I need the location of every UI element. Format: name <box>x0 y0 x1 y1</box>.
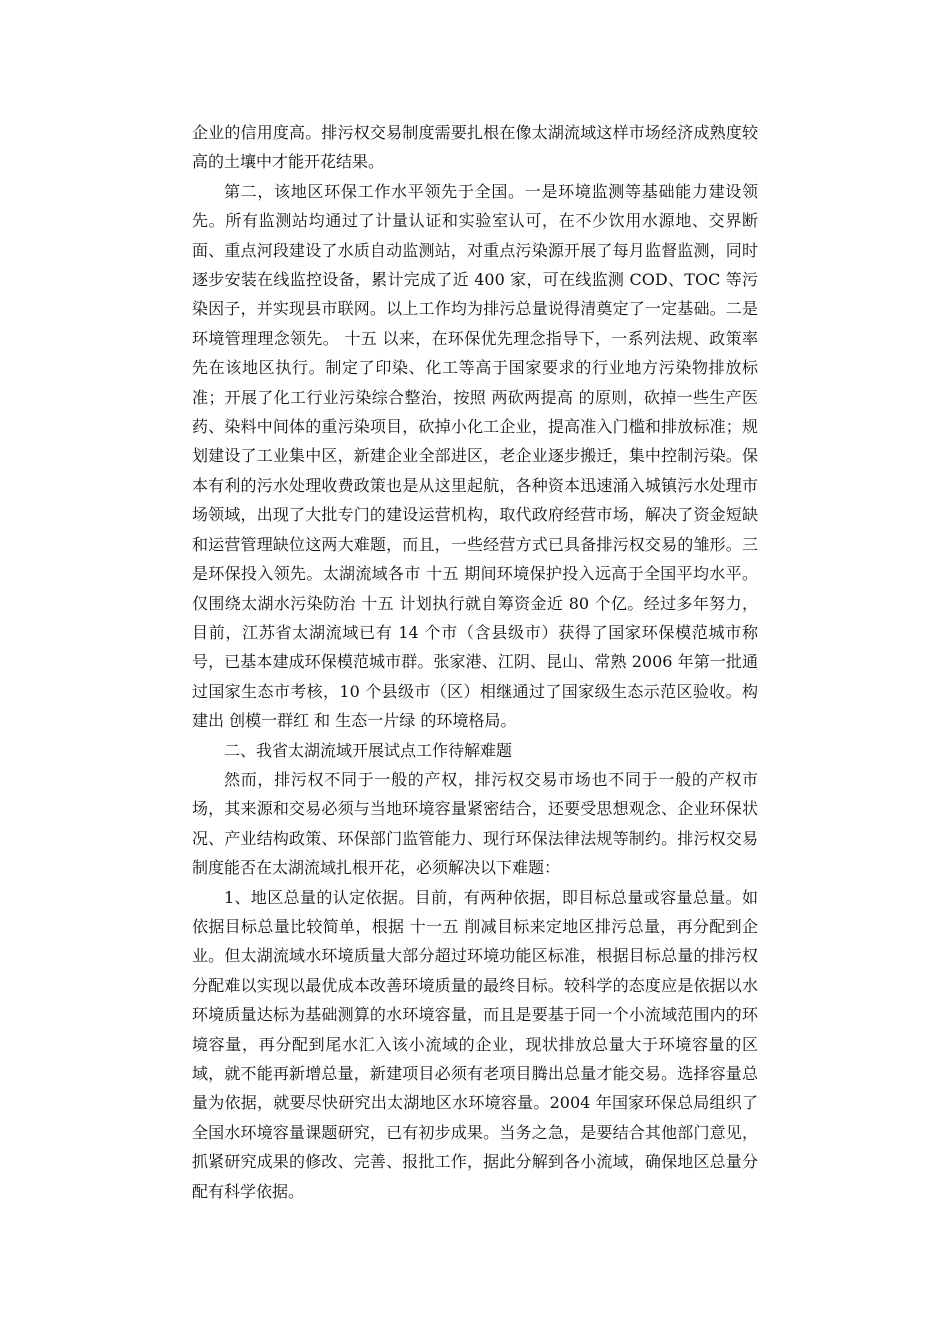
paragraph-total-volume-basis: 1、地区总量的认定依据。目前，有两种依据，即目标总量或容量总量。如依据目标总量比较简单，根据 十一五 削减目标来定地区排污总量，再分配到企业。但太湖流域水环境质量大部分超过环境功能区标准，根据目标总量的排污权分配难以实现以最优成本改善环境质量的最终目标。较科学的态度应是依据以水环境质量达标为基础测算的水环境容量，而且是要基于同一个小流域范围内的环境容量，再分配到尾水汇入该小流域的企业，现状排放总量大于环境容量的区域，就不能再新增总量，新建项目必须有老项目腾出总量才能交易。选择容量总量为依据，就要尽快研究出太湖地区水环境容量。2004 年国家环保总局组织了全国水环境容量课题研究，已有初步成果。当务之急，是要结合其他部门意见，抓紧研究成果的修改、完善、报批工作，据此分解到各小流域，确保地区总量分配有科学依据。 <box>192 887 758 1201</box>
paragraph-continuation: 企业的信用度高。排污权交易制度需要扎根在像太湖流域这样市场经济成熟度较高的土壤中才能开花结果。 <box>192 123 758 172</box>
paragraph-challenges-intro: 然而，排污权不同于一般的产权，排污权交易市场也不同于一般的产权市场，其来源和交易必须与当地环境容量紧密结合，还要受思想观念、企业环保状况、产业结构政策、环保部门监管能力、现行环保法律法规等制约。排污权交易制度能否在太湖流域扎根开花，必须解决以下难题： <box>192 769 758 878</box>
paragraph-regional-leadership: 第二，该地区环保工作水平领先于全国。一是环境监测等基础能力建设领先。所有监测站均通过了计量认证和实验室认可，在不少饮用水源地、交界断面、重点河段建设了水质自动监测站，对重点污染源开展了每月监督监测，同时逐步安装在线监控设备，累计完成了近 400 家，可在线监测 COD、TOC 等污染因子，并实现县市联网。以上工作均为排污总量说得清奠定了一定基础。二是环境管理理念领先。 十五 以来，在环保优先理念指导下，一系列法规、政策率先在该地区执行。制定了印染、化工等高于国家要求的行业地方污染物排放标准；开展了化工行业污染综合整治，按照 两砍两提高 的原则，砍掉一些生产医药、染料中间体的重污染项目，砍掉小化工企业，提高准入门槛和排放标准；规划建设了工业集中区，新建企业全部进区，老企业逐步搬迁，集中控制污染。保本有利的污水处理收费政策也是从这里起航，各种资本迅速涌入城镇污水处理市场领域，出现了大批专门的建设运营机构，取代政府经营市场，解决了资金短缺和运营管理缺位这两大难题，而且，一些经营方式已具备排污权交易的雏形。三是环保投入领先。太湖流域各市 十五 期间环境保护投入远高于全国平均水平。仅围绕太湖水污染防治 十五 计划执行就自筹资金近 80 个亿。经过多年努力，目前，江苏省太湖流域已有 14 个市（含县级市）获得了国家环保模范城市称号，已基本建成环保模范城市群。张家港、江阴、昆山、常熟 2006 年第一批通过国家生态市考核，10 个县级市（区）相继通过了国家级生态示范区验收。构建出 创模一群红 和 生态一片绿 的环境格局。 <box>192 181 758 731</box>
section-heading: 二、我省太湖流域开展试点工作待解难题 <box>224 740 513 760</box>
document-body <box>192 118 758 1206</box>
